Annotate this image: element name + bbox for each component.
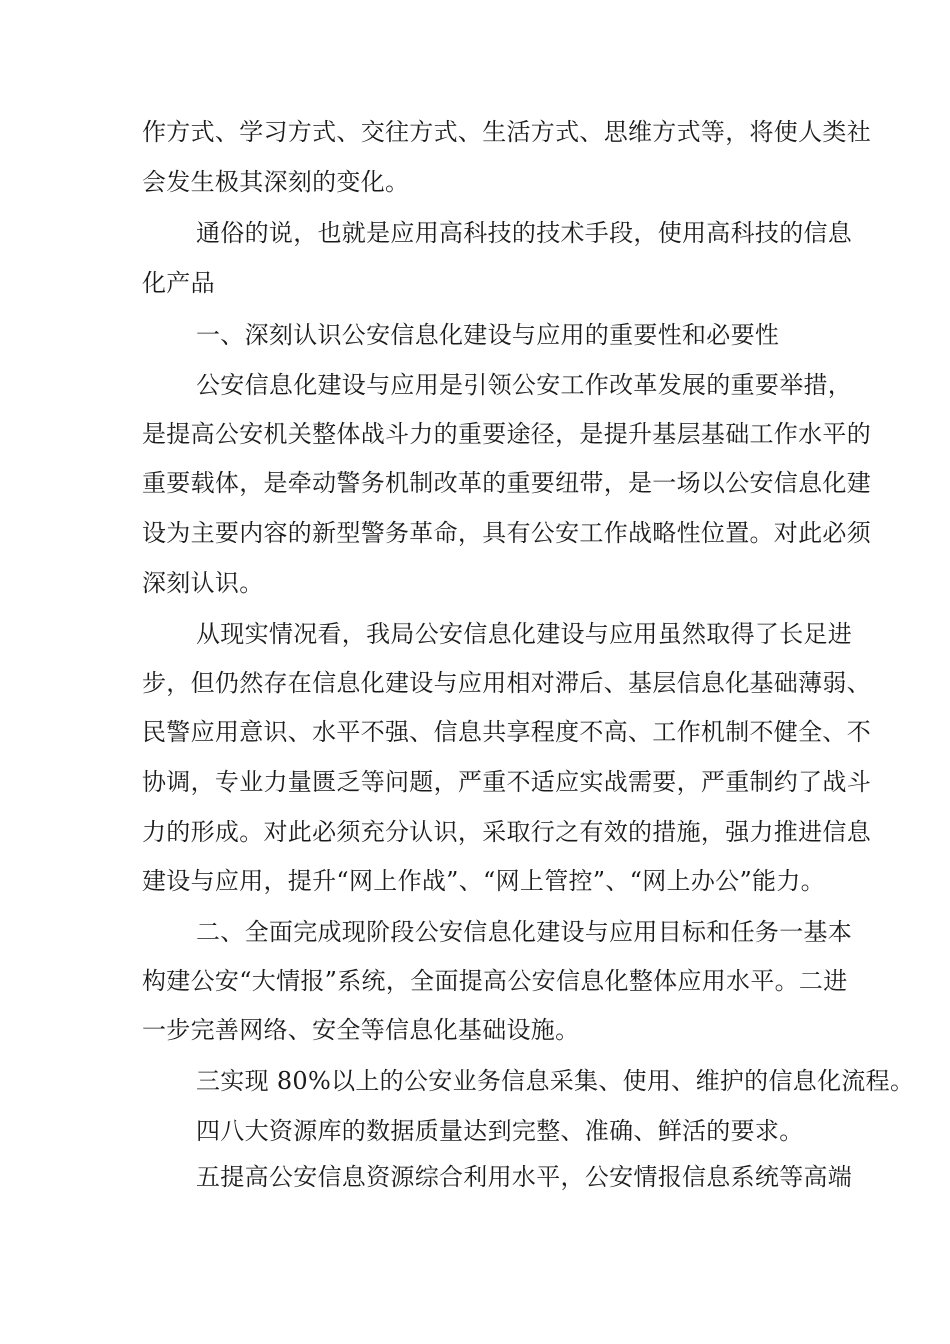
text-line: 会发生极其深刻的变化。 bbox=[142, 168, 410, 196]
text-line: 重要载体，是牵动警务机制改革的重要纽带，是一场以公安信息化建 bbox=[142, 469, 871, 497]
section-heading-2: 二、全面完成现阶段公安信息化建设与应用目标和任务一基本 bbox=[196, 918, 853, 946]
text-line: 一步完善网络、安全等信息化基础设施。 bbox=[142, 1016, 580, 1044]
text-line: 力的形成。对此必须充分认识，采取行之有效的措施，强力推进信息 bbox=[142, 818, 871, 846]
text-line: 构建公安“大情报”系统，全面提高公安信息化整体应用水平。二进 bbox=[142, 967, 848, 995]
text-line: 协调，专业力量匮乏等问题，严重不适应实战需要，严重制约了战斗 bbox=[142, 768, 871, 796]
section-heading-1: 一、深刻认识公安信息化建设与应用的重要性和必要性 bbox=[196, 321, 780, 349]
text-line: 民警应用意识、水平不强、信息共享程度不高、工作机制不健全、不 bbox=[142, 718, 871, 746]
list-item-5: 五提高公安信息资源综合利用水平，公安情报信息系统等高端 bbox=[196, 1163, 853, 1191]
list-item-3: 三实现 80%以上的公安业务信息采集、使用、维护的信息化流程。 bbox=[196, 1067, 915, 1095]
paragraph-start-line: 通俗的说，也就是应用高科技的技术手段，使用高科技的信息 bbox=[196, 219, 853, 247]
paragraph-start-line: 公安信息化建设与应用是引领公安工作改革发展的重要举措， bbox=[196, 371, 853, 399]
paragraph-start-line: 从现实情况看，我局公安信息化建设与应用虽然取得了长足进 bbox=[196, 620, 853, 648]
text-line: 是提高公安机关整体战斗力的重要途径，是提升基层基础工作水平的 bbox=[142, 420, 871, 448]
text-line: 步，但仍然存在信息化建设与应用相对滞后、基层信息化基础薄弱、 bbox=[142, 669, 871, 697]
text-line: 作方式、学习方式、交往方式、生活方式、思维方式等，将使人类社 bbox=[142, 118, 871, 146]
text-line: 化产品 bbox=[142, 269, 215, 297]
text-line: 设为主要内容的新型警务革命，具有公安工作战略性位置。对此必须 bbox=[142, 519, 871, 547]
text-line: 深刻认识。 bbox=[142, 569, 264, 597]
text-line: 建设与应用，提升“网上作战”、“网上管控”、“网上办公”能力。 bbox=[142, 867, 825, 895]
list-item-4: 四八大资源库的数据质量达到完整、准确、鲜活的要求。 bbox=[196, 1117, 804, 1145]
